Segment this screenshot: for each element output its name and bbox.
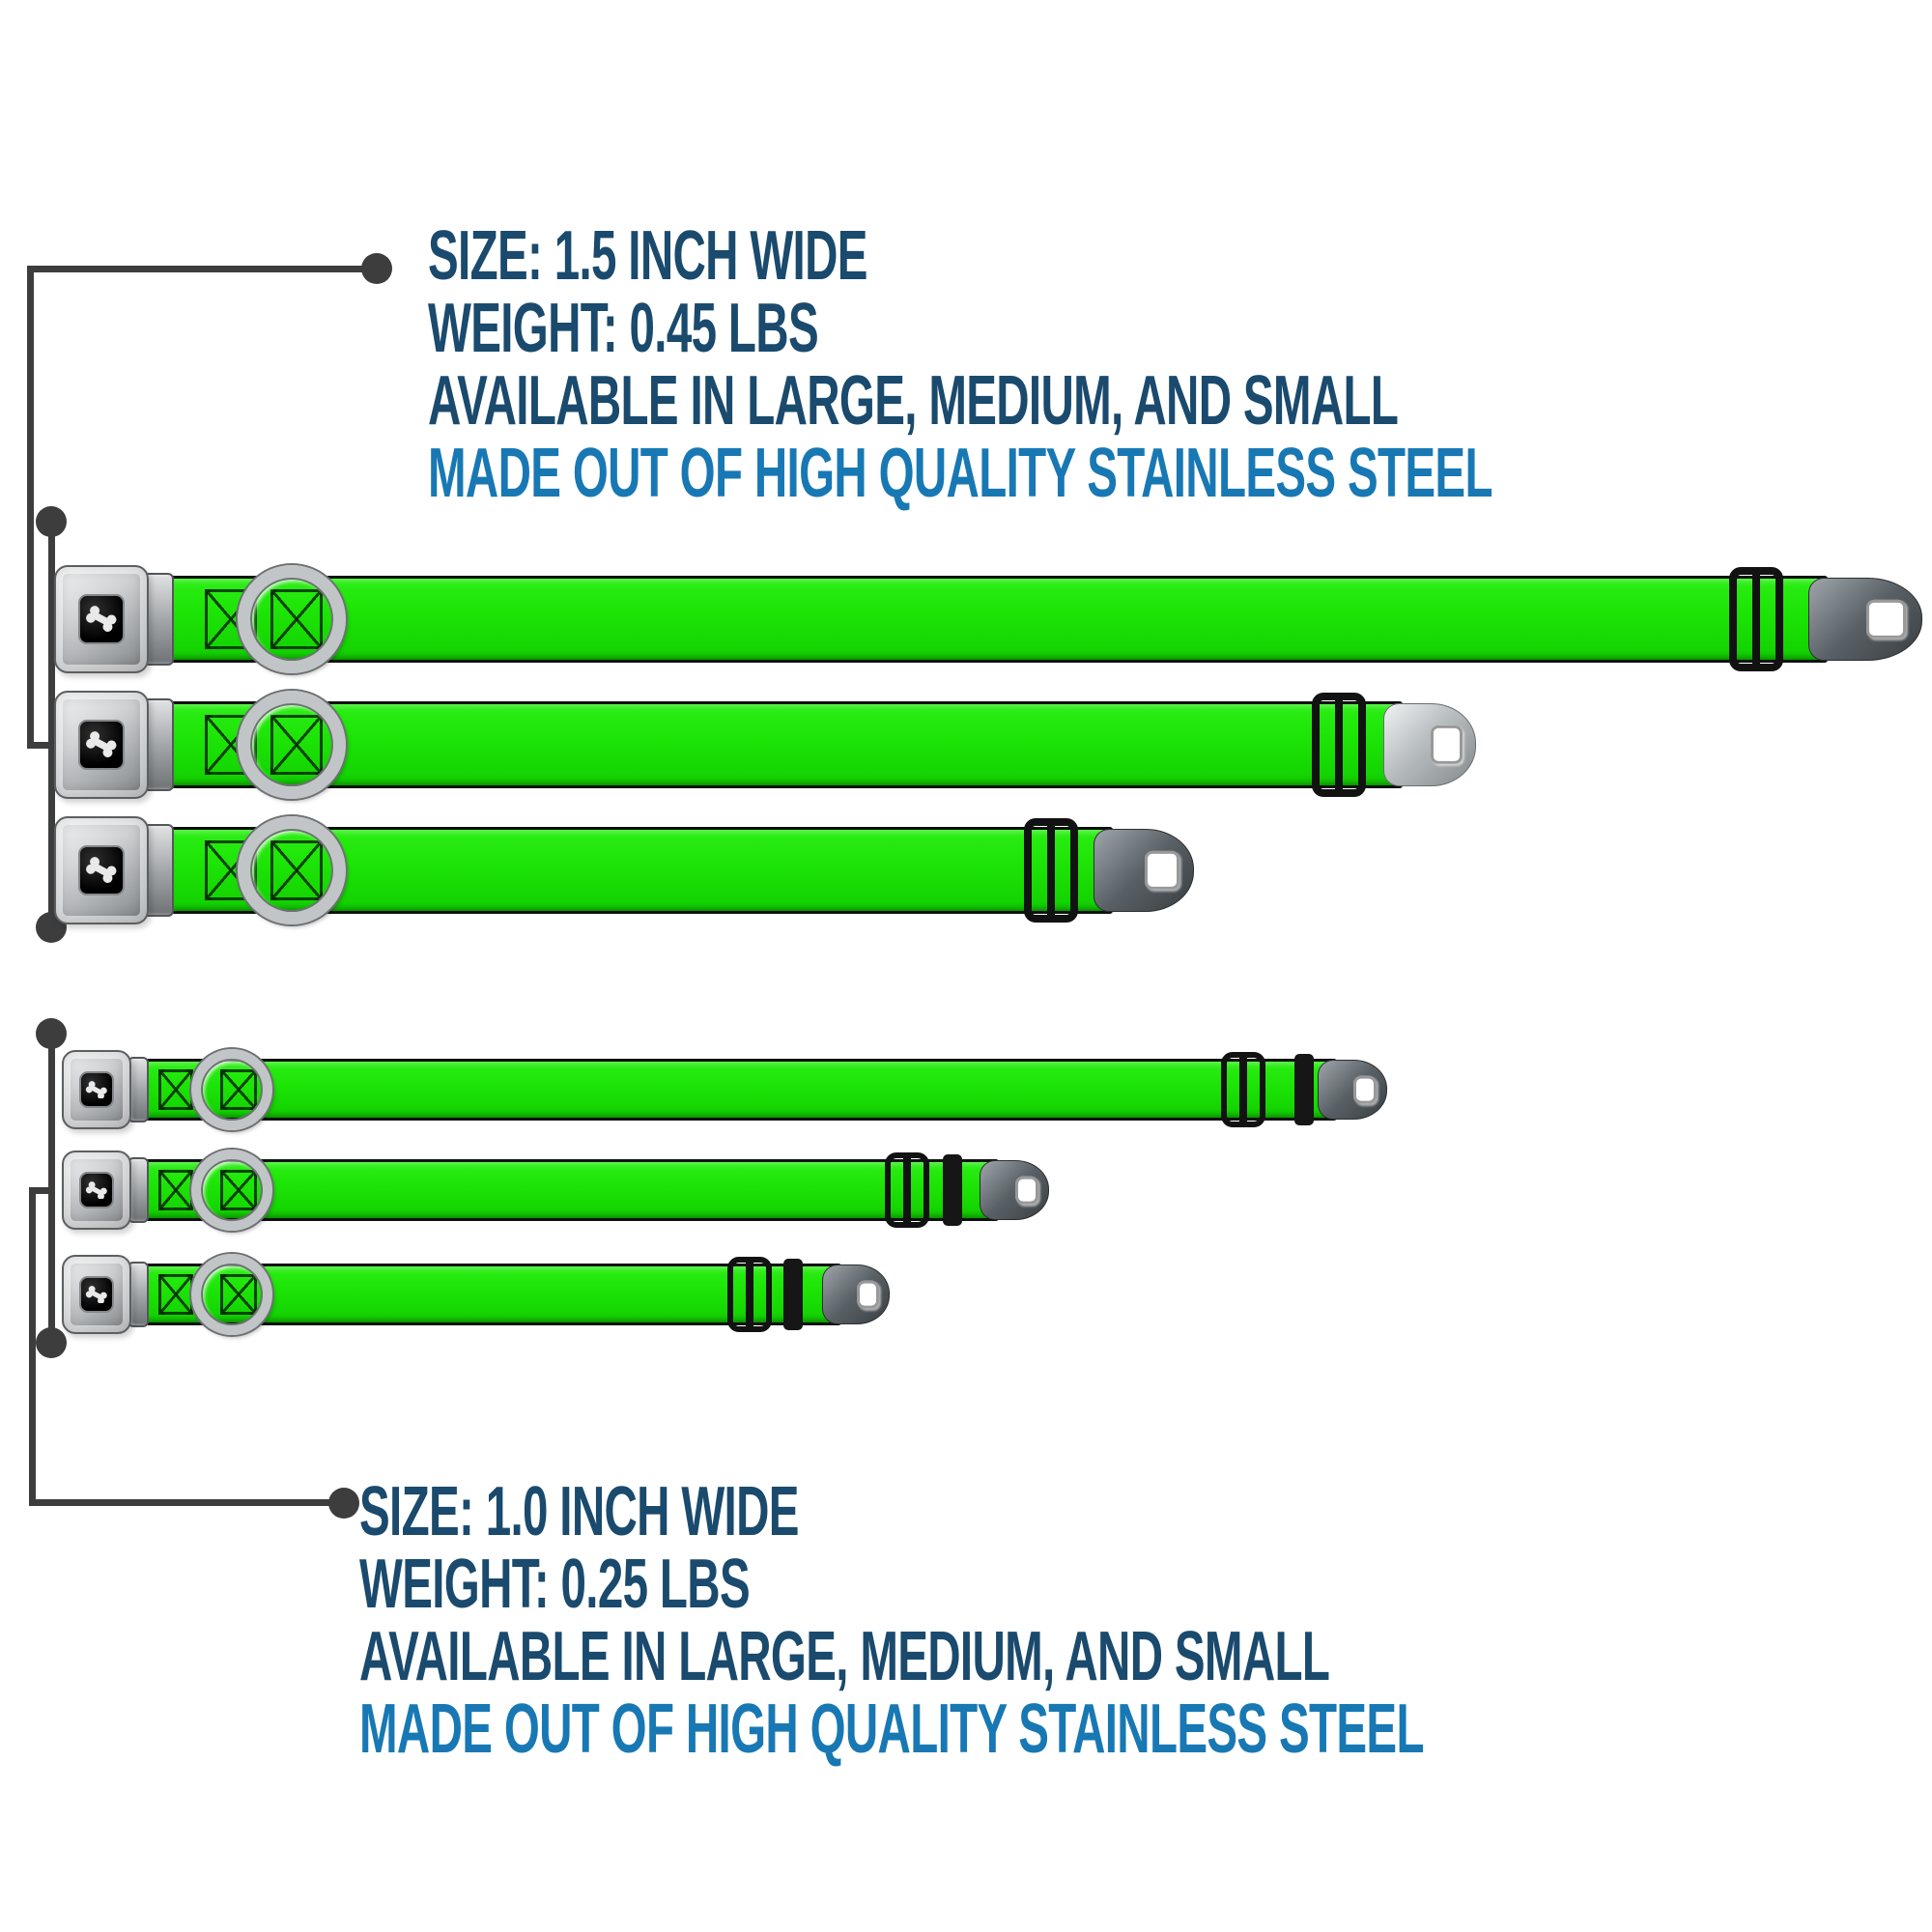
slider-adjuster <box>1024 818 1078 923</box>
slider-center-bar <box>1335 695 1343 795</box>
latch-tab <box>980 1160 1049 1220</box>
slider-adjuster <box>1312 693 1366 797</box>
d-ring <box>238 816 346 924</box>
latch-tab-hole <box>1866 600 1906 639</box>
bone-icon <box>82 857 121 883</box>
latch-tab-hole <box>1431 725 1463 764</box>
buckle-window <box>78 594 126 644</box>
d-ring <box>238 565 346 673</box>
slider-center-bar <box>1752 569 1760 669</box>
spec-sizes-line: AVAILABLE IN LARGE, MEDIUM, AND SMALL <box>359 1618 1330 1695</box>
callout-dot <box>36 506 67 537</box>
seatbelt-buckle <box>62 1151 131 1230</box>
d-ring <box>191 1254 272 1335</box>
seatbelt-buckle <box>62 1050 131 1129</box>
latch-tab <box>1094 829 1194 912</box>
seatbelt-buckle <box>54 816 149 924</box>
keeper-bar <box>1294 1054 1314 1125</box>
seatbelt-buckle <box>54 691 149 799</box>
callout-dot <box>328 1488 359 1519</box>
slider-center-bar <box>1239 1052 1247 1127</box>
callout-line <box>27 266 34 749</box>
latch-tab <box>822 1264 890 1324</box>
latch-tab-hole <box>857 1281 880 1309</box>
d-ring <box>191 1150 272 1231</box>
stitch-box <box>158 1170 193 1210</box>
seatbelt-buckle <box>62 1255 131 1334</box>
latch-tab-hole <box>1145 851 1179 890</box>
buckle-window <box>79 1276 113 1312</box>
slider-adjuster <box>727 1257 772 1332</box>
bone-icon <box>83 1081 110 1099</box>
spec-weight-line: WEIGHT: 0.45 LBS <box>428 290 818 367</box>
buckle-window <box>78 720 126 770</box>
bone-icon <box>82 606 121 632</box>
collar-1-5-inch-medium-strap <box>164 701 1403 788</box>
stitch-box <box>158 1274 193 1315</box>
callout-line <box>29 1499 340 1506</box>
spec-material-line: MADE OUT OF HIGH QUALITY STAINLESS STEEL <box>428 435 1492 512</box>
spec-size-line: SIZE: 1.0 INCH WIDE <box>359 1473 799 1550</box>
spec-material-line: MADE OUT OF HIGH QUALITY STAINLESS STEEL <box>359 1690 1424 1768</box>
keeper-bar <box>783 1259 803 1330</box>
callout-dot <box>361 253 392 284</box>
latch-tab <box>1318 1060 1387 1120</box>
keeper-bar <box>943 1154 962 1226</box>
d-ring <box>191 1049 272 1130</box>
callout-dot <box>36 1018 67 1049</box>
callout-line <box>27 266 377 272</box>
d-ring <box>238 691 346 799</box>
spec-size-line: SIZE: 1.5 INCH WIDE <box>428 217 867 295</box>
stitch-box <box>158 1069 193 1110</box>
spec-sizes-line: AVAILABLE IN LARGE, MEDIUM, AND SMALL <box>428 362 1399 440</box>
bone-icon <box>83 1286 110 1304</box>
collar-1-5-inch-large-strap <box>164 576 1828 663</box>
bone-icon <box>82 731 121 757</box>
latch-tab <box>1383 703 1476 786</box>
latch-tab-hole <box>1015 1177 1039 1205</box>
slider-adjuster <box>1221 1052 1265 1127</box>
slider-center-bar <box>1047 820 1055 921</box>
bone-icon <box>83 1181 110 1200</box>
collar-1-0-inch-large-strap <box>137 1059 1337 1121</box>
buckle-window <box>79 1172 113 1208</box>
callout-line <box>29 1187 36 1506</box>
buckle-window <box>79 1071 113 1107</box>
spec-weight-line: WEIGHT: 0.25 LBS <box>359 1546 750 1623</box>
slider-center-bar <box>903 1152 911 1228</box>
slider-center-bar <box>746 1257 753 1332</box>
buckle-window <box>78 845 126 895</box>
latch-tab-hole <box>1353 1076 1378 1104</box>
slider-adjuster <box>885 1152 929 1228</box>
seatbelt-buckle <box>54 565 149 673</box>
slider-adjuster <box>1729 567 1783 671</box>
callout-dot <box>36 1327 67 1358</box>
latch-tab <box>1808 578 1922 661</box>
